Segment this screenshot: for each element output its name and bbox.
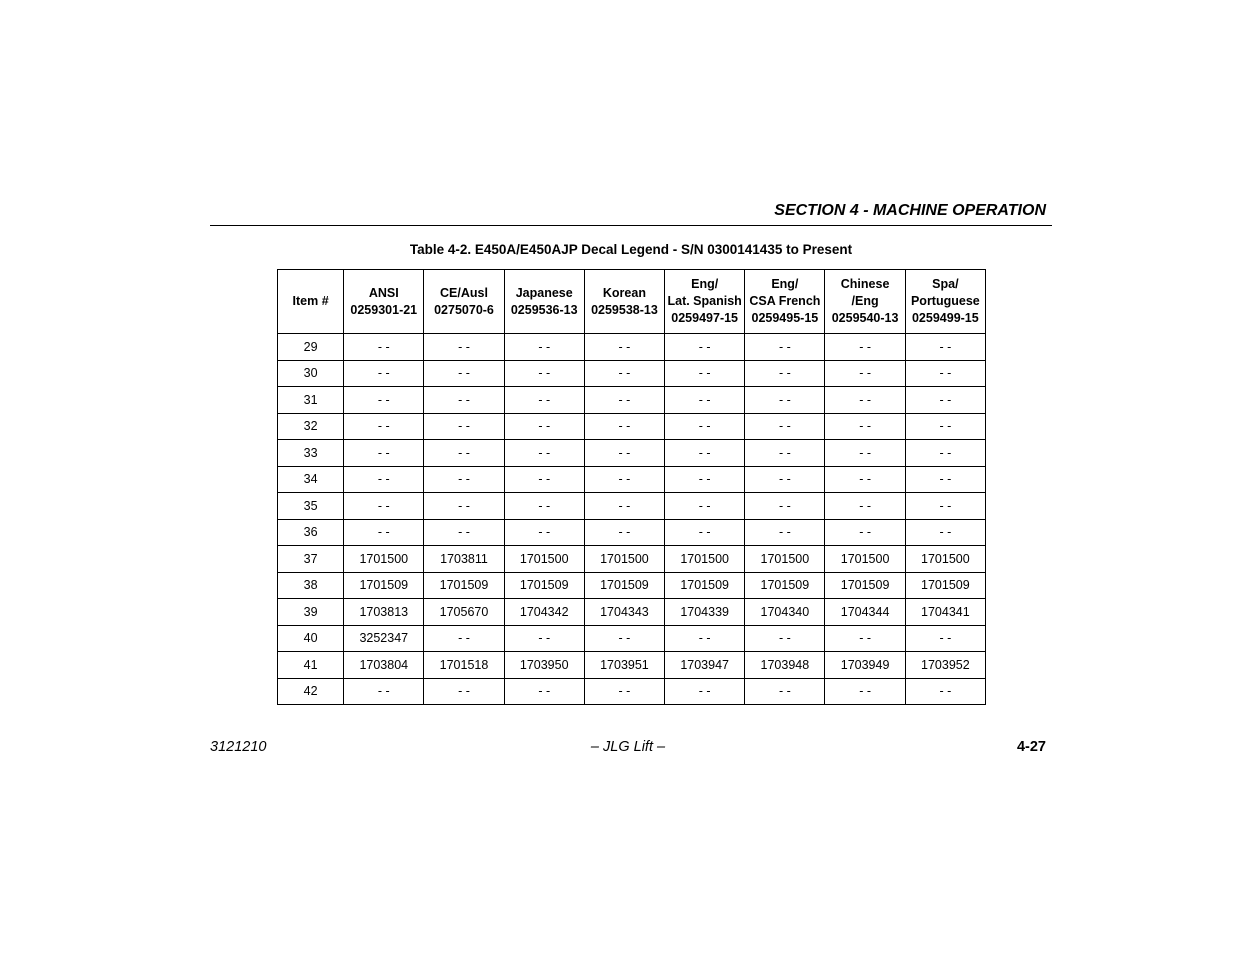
table-row [278,625,986,652]
column-header-line: CSA French [749,294,821,308]
decal-number-cell: - - [825,334,905,361]
decal-number-cell: - - [825,625,905,652]
column-header-line: 0259499-15 [911,311,979,325]
decal-number-cell: - - [905,334,985,361]
item-number-cell: 40 [278,625,344,652]
decal-number-cell: - - [905,440,985,467]
table-row [278,493,986,520]
decal-number-cell: 1703813 [344,599,424,626]
column-header-line: 0275070-6 [434,302,494,317]
decal-number-cell: - - [504,413,584,440]
decal-number-cell: - - [424,360,504,387]
column-header-line: ANSI [368,285,399,300]
decal-number-cell: - - [424,625,504,652]
decal-number-cell: - - [424,334,504,361]
decal-number-cell: 1704343 [584,599,664,626]
decal-number-cell: - - [344,360,424,387]
decal-number-cell: - - [665,519,745,546]
decal-number-cell: - - [905,678,985,705]
decal-number-cell: - - [504,466,584,493]
column-header-line: 0259536-13 [510,302,578,317]
column-header-line: Eng/ [691,277,719,291]
decal-number-cell: 1701500 [665,546,745,573]
column-header [504,270,584,334]
decal-number-cell: - - [825,466,905,493]
decal-number-cell: - - [905,413,985,440]
item-number-cell: 41 [278,652,344,679]
decal-number-cell: - - [504,360,584,387]
decal-number-cell: - - [745,360,825,387]
decal-number-cell: 1701509 [745,572,825,599]
decal-number-cell: 1701509 [905,572,985,599]
table-row [278,519,986,546]
table-row [278,678,986,705]
item-number-cell: 36 [278,519,344,546]
decal-number-cell: - - [584,360,664,387]
table-row [278,546,986,573]
column-header-line: Portuguese [910,294,980,308]
decal-number-cell: 1705670 [424,599,504,626]
item-number-cell: 38 [278,572,344,599]
decal-number-cell: - - [745,625,825,652]
decal-number-cell: 1701518 [424,652,504,679]
decal-number-cell: - - [665,387,745,414]
item-number-cell: 42 [278,678,344,705]
decal-number-cell: - - [344,387,424,414]
decal-number-cell: - - [905,625,985,652]
column-header-line: Lat. Spanish [667,294,742,308]
column-header-line: Eng/ [771,277,799,291]
column-header-line: 0259540-13 [831,311,899,325]
decal-number-cell: - - [665,413,745,440]
decal-number-cell: - - [825,387,905,414]
decal-number-cell: - - [825,493,905,520]
decal-number-cell: - - [745,334,825,361]
section-header: SECTION 4 - MACHINE OPERATION [774,202,1046,219]
table-row [278,466,986,493]
item-number-cell: 34 [278,466,344,493]
decal-number-cell: - - [745,678,825,705]
table-row [278,360,986,387]
decal-number-cell: 1701500 [504,546,584,573]
item-number-cell: 35 [278,493,344,520]
decal-number-cell: - - [665,678,745,705]
decal-number-cell: 1704339 [665,599,745,626]
decal-number-cell: - - [665,466,745,493]
decal-number-cell: - - [424,678,504,705]
decal-number-cell: - - [905,360,985,387]
decal-number-cell: - - [344,334,424,361]
decal-number-cell: 1701500 [825,546,905,573]
column-header-line: 0259301-21 [350,302,418,317]
decal-number-cell: 1701509 [344,572,424,599]
decal-number-cell: - - [745,466,825,493]
decal-number-cell: 1701500 [905,546,985,573]
decal-number-cell: - - [504,625,584,652]
decal-number-cell: - - [825,440,905,467]
decal-number-cell: 1701509 [825,572,905,599]
decal-number-cell: - - [584,519,664,546]
table-row [278,599,986,626]
decal-number-cell: 1701500 [745,546,825,573]
column-header [344,270,424,334]
decal-number-cell: - - [424,387,504,414]
decal-number-cell: 1701509 [584,572,664,599]
decal-number-cell: - - [665,440,745,467]
column-header-line: Spa/ [932,277,959,291]
decal-number-cell: - - [424,493,504,520]
decal-number-cell: - - [344,413,424,440]
decal-number-cell: - - [745,440,825,467]
item-number-cell: 30 [278,360,344,387]
column-header [745,270,825,334]
item-number-cell: 39 [278,599,344,626]
column-header [665,270,745,334]
decal-number-cell: - - [424,466,504,493]
column-header-line: Japanese [515,285,573,300]
decal-number-cell: - - [504,493,584,520]
decal-number-cell: 1703948 [745,652,825,679]
decal-number-cell: - - [424,519,504,546]
column-header [424,270,504,334]
decal-number-cell: - - [344,493,424,520]
column-header [825,270,905,334]
decal-number-cell: 1703811 [424,546,504,573]
column-header [905,270,985,334]
footer-brand: – JLG Lift – [590,739,666,755]
column-header-line: Item # [292,294,329,308]
decal-number-cell: - - [825,413,905,440]
decal-number-cell: 1703952 [905,652,985,679]
table-row [278,387,986,414]
column-header-line: 0259538-13 [591,302,658,317]
decal-number-cell: - - [665,334,745,361]
decal-number-cell: - - [424,440,504,467]
table-row [278,440,986,467]
decal-number-cell: - - [504,387,584,414]
decal-number-cell: 1703947 [665,652,745,679]
decal-number-cell: - - [584,440,664,467]
item-number-cell: 32 [278,413,344,440]
decal-number-cell: - - [665,625,745,652]
decal-number-cell: 1704340 [745,599,825,626]
table-body [278,334,986,705]
decal-number-cell: 3252347 [344,625,424,652]
column-header-line: Chinese [840,277,890,291]
decal-number-cell: - - [665,360,745,387]
decal-number-cell: - - [584,678,664,705]
header-divider [210,225,1052,226]
page-number: 4-27 [1016,739,1046,755]
decal-number-cell: - - [905,493,985,520]
decal-number-cell: - - [825,519,905,546]
column-header-line: 0259497-15 [671,311,739,325]
decal-number-cell: - - [584,625,664,652]
decal-number-cell: 1701509 [504,572,584,599]
item-number-cell: 37 [278,546,344,573]
column-header [584,270,664,334]
decal-number-cell: - - [665,493,745,520]
decal-number-cell: 1704344 [825,599,905,626]
column-header-line: Korean [602,285,646,300]
table-row [278,413,986,440]
item-number-cell: 33 [278,440,344,467]
decal-number-cell: - - [504,519,584,546]
decal-number-cell: 1701500 [584,546,664,573]
decal-number-cell: - - [584,387,664,414]
table-title: Table 4-2. E450A/E450AJP Decal Legend - S/N 0300141435 to Present [409,242,853,257]
table-row [278,572,986,599]
decal-number-cell: - - [745,413,825,440]
decal-number-cell: - - [745,387,825,414]
decal-number-cell: - - [584,413,664,440]
decal-legend-table [277,269,986,705]
decal-number-cell: 1701500 [344,546,424,573]
table-row [278,334,986,361]
document-number: 3121210 [210,739,267,755]
decal-number-cell: - - [905,387,985,414]
decal-number-cell: - - [745,493,825,520]
decal-number-cell: - - [504,334,584,361]
decal-number-cell: 1703949 [825,652,905,679]
decal-number-cell: - - [504,440,584,467]
decal-number-cell: - - [344,466,424,493]
decal-number-cell: - - [584,334,664,361]
decal-number-cell: 1703804 [344,652,424,679]
header-row [278,270,986,334]
decal-number-cell: - - [504,678,584,705]
decal-number-cell: - - [424,413,504,440]
decal-number-cell: 1703950 [504,652,584,679]
column-header-line: 0259495-15 [751,311,819,325]
column-header-line: /Eng [851,294,879,308]
decal-number-cell: 1703951 [584,652,664,679]
decal-number-cell: - - [825,360,905,387]
decal-number-cell: - - [905,519,985,546]
decal-number-cell: - - [745,519,825,546]
table-row [278,652,986,679]
table-header [278,270,986,334]
decal-number-cell: 1704342 [504,599,584,626]
decal-number-cell: - - [584,466,664,493]
decal-number-cell: - - [584,493,664,520]
column-header [278,270,344,334]
item-number-cell: 29 [278,334,344,361]
decal-number-cell: - - [344,440,424,467]
decal-number-cell: - - [825,678,905,705]
decal-number-cell: 1701509 [665,572,745,599]
item-number-cell: 31 [278,387,344,414]
decal-number-cell: 1704341 [905,599,985,626]
decal-number-cell: - - [344,678,424,705]
decal-number-cell: 1701509 [424,572,504,599]
decal-number-cell: - - [905,466,985,493]
decal-number-cell: - - [344,519,424,546]
column-header-line: CE/Ausl [440,285,488,300]
